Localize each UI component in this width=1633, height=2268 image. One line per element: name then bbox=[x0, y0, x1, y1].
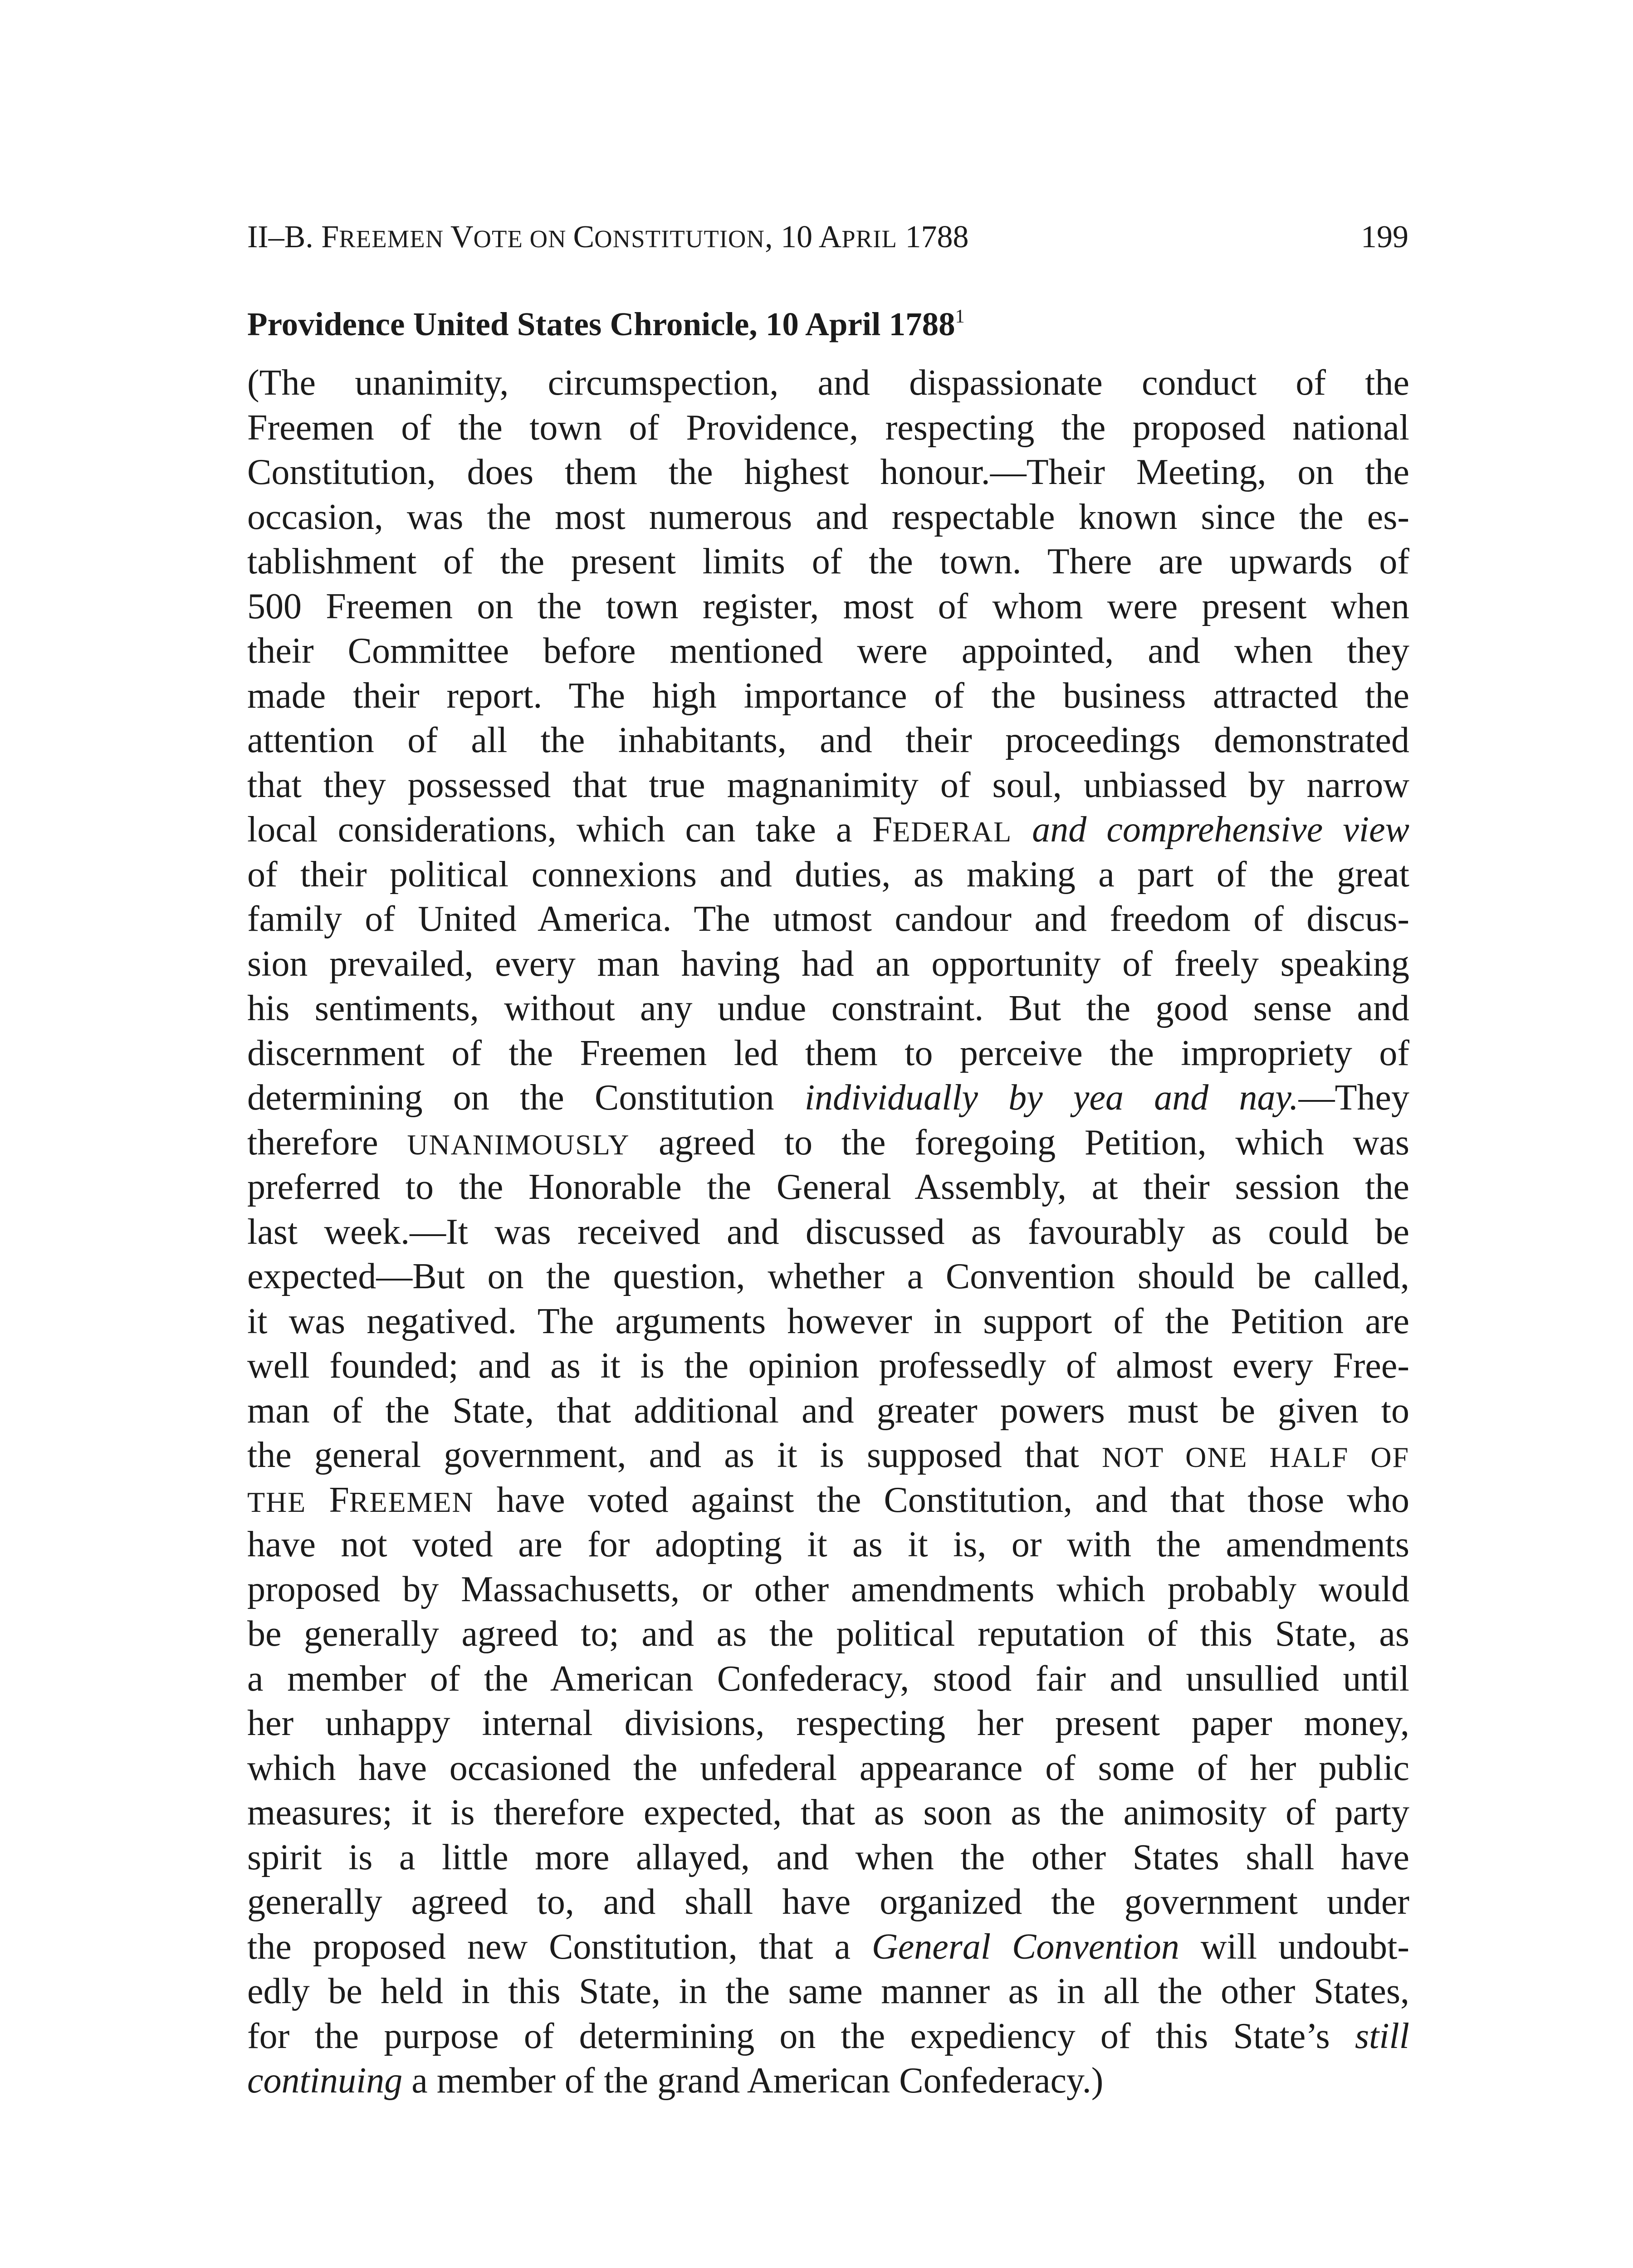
body-line: measures; it is therefore expected, that as soon as the animosity of party bbox=[247, 1793, 1409, 1833]
running-head-part: 1788 bbox=[897, 220, 969, 254]
body-line: be generally agreed to; and as the political reputation of this State, as bbox=[247, 1614, 1409, 1654]
body-line: expected—But on the question, whether a Convention should be called, bbox=[247, 1256, 1409, 1296]
text-run: the general government, and as it is supposed that bbox=[247, 1435, 1102, 1475]
body-line bbox=[247, 807, 1409, 852]
text-run: a member of the grand American Confederacy.) bbox=[402, 2061, 1104, 2101]
body-line: well founded; and as it is the opinion professedly of almost every Free- bbox=[247, 1346, 1409, 1386]
running-head bbox=[247, 217, 1408, 258]
smallcaps-run: UNANIMOUSLY bbox=[407, 1128, 630, 1161]
body-line bbox=[247, 2014, 1409, 2059]
body-line bbox=[247, 1075, 1409, 1120]
body-line bbox=[247, 2058, 1409, 2103]
text-run: will undoubt- bbox=[1179, 1926, 1409, 1967]
article-body bbox=[247, 361, 1409, 2103]
smallcaps-run: REEMEN bbox=[349, 1486, 474, 1518]
text-run: F bbox=[306, 1480, 349, 1520]
body-line: attention of all the inhabitants, and their proceedings demonstrated bbox=[247, 720, 1409, 760]
body-line: which have occasioned the unfederal appearance of some of her public bbox=[247, 1748, 1409, 1788]
running-head-part: OTE ON bbox=[473, 225, 573, 253]
running-head-part: V bbox=[450, 220, 474, 254]
body-line: man of the State, that additional and greater powers must be given to bbox=[247, 1390, 1409, 1431]
text-run bbox=[1012, 810, 1032, 850]
body-line: 500 Freemen on the town register, most of whom were present when bbox=[247, 586, 1409, 626]
body-line: (The unanimity, circumspection, and dispassionate conduct of the bbox=[247, 363, 1409, 403]
text-run: determining on the Constitution bbox=[247, 1078, 805, 1118]
text-run: for the purpose of determining on the expediency of this State’s bbox=[247, 2016, 1355, 2056]
body-line: family of United America. The utmost candour and freedom of discus- bbox=[247, 899, 1409, 939]
running-head-title bbox=[247, 217, 968, 259]
body-line bbox=[247, 1433, 1409, 1478]
running-head-part: , 10 A bbox=[765, 220, 842, 254]
body-line: their Committee before mentioned were appointed, and when they bbox=[247, 631, 1409, 671]
body-line: Constitution, does them the highest honour.—Their Meeting, on the bbox=[247, 452, 1409, 492]
text-run: EDERAL bbox=[892, 816, 1012, 848]
body-line: preferred to the Honorable the General Assembly, at their session the bbox=[247, 1167, 1409, 1207]
body-line: it was negatived. The arguments however in support of the Petition are bbox=[247, 1301, 1409, 1341]
text-run: the proposed new Constitution, that a bbox=[247, 1926, 872, 1967]
body-line: made their report. The high importance of the business attracted the bbox=[247, 675, 1409, 716]
running-head-part: C bbox=[573, 220, 595, 254]
text-run: local considerations, which can take a bbox=[247, 810, 872, 850]
page-number: 199 bbox=[1361, 220, 1408, 254]
footnote-marker: 1 bbox=[955, 306, 965, 327]
text-run: therefore bbox=[247, 1122, 407, 1163]
italic-run: individually by yea and nay. bbox=[804, 1078, 1299, 1118]
smallcaps-run: NOT ONE HALF OF bbox=[1101, 1441, 1409, 1473]
running-head-part: ONSTITUTION bbox=[594, 225, 765, 253]
body-line: that they possessed that true magnanimity of soul, unbiassed by narrow bbox=[247, 765, 1409, 805]
text-run: have voted against the Constitution, and that those who bbox=[474, 1480, 1409, 1520]
body-line: sion prevailed, every man having had an opportunity of freely speaking bbox=[247, 943, 1409, 984]
running-head-part: REEMEN bbox=[339, 225, 450, 253]
text-run: F bbox=[872, 810, 893, 850]
running-head-part: PRIL bbox=[841, 225, 897, 253]
body-line bbox=[247, 1120, 1409, 1165]
body-line: have not voted are for adopting it as it is, or with the amendments bbox=[247, 1525, 1409, 1564]
body-line: last week.—It was received and discussed as favourably as could be bbox=[247, 1212, 1409, 1252]
article-heading bbox=[247, 302, 1408, 347]
body-line: proposed by Massachusetts, or other amendments which probably would bbox=[247, 1569, 1409, 1609]
body-line bbox=[247, 1478, 1409, 1523]
text-run: agreed to the foregoing Petition, which was bbox=[630, 1122, 1410, 1163]
italic-run: still bbox=[1354, 2016, 1409, 2056]
body-line: generally agreed to, and shall have organized the government under bbox=[247, 1882, 1409, 1922]
running-head-part: II–B. F bbox=[247, 220, 339, 254]
body-line: of their political connexions and duties, as making a part of the great bbox=[247, 854, 1409, 894]
italic-run: General Convention bbox=[871, 1926, 1179, 1967]
body-line: occasion, was the most numerous and respectable known since the es- bbox=[247, 497, 1409, 537]
body-line: Freemen of the town of Providence, respecting the proposed national bbox=[247, 407, 1409, 448]
body-line: edly be held in this State, in the same manner as in all the other States, bbox=[247, 1971, 1409, 2011]
body-line: his sentiments, without any undue constraint. But the good sense and bbox=[247, 988, 1409, 1028]
body-line: spirit is a little more allayed, and when the other States shall have bbox=[247, 1837, 1409, 1877]
smallcaps-run: THE bbox=[247, 1486, 307, 1518]
body-line: discernment of the Freemen led them to perceive the impropriety of bbox=[247, 1033, 1409, 1073]
italic-run: and comprehensive view bbox=[1032, 810, 1409, 850]
body-line: her unhappy internal divisions, respecting her present paper money, bbox=[247, 1703, 1409, 1743]
italic-run: continuing bbox=[247, 2061, 403, 2101]
body-line bbox=[247, 1925, 1409, 1970]
body-line: a member of the American Confederacy, stood fair and unsullied until bbox=[247, 1658, 1409, 1699]
article-heading-text: Providence United States Chronicle, 10 April 1788 bbox=[247, 306, 955, 342]
text-run: —They bbox=[1298, 1078, 1409, 1118]
body-line: tablishment of the present limits of the town. There are upwards of bbox=[247, 542, 1409, 582]
